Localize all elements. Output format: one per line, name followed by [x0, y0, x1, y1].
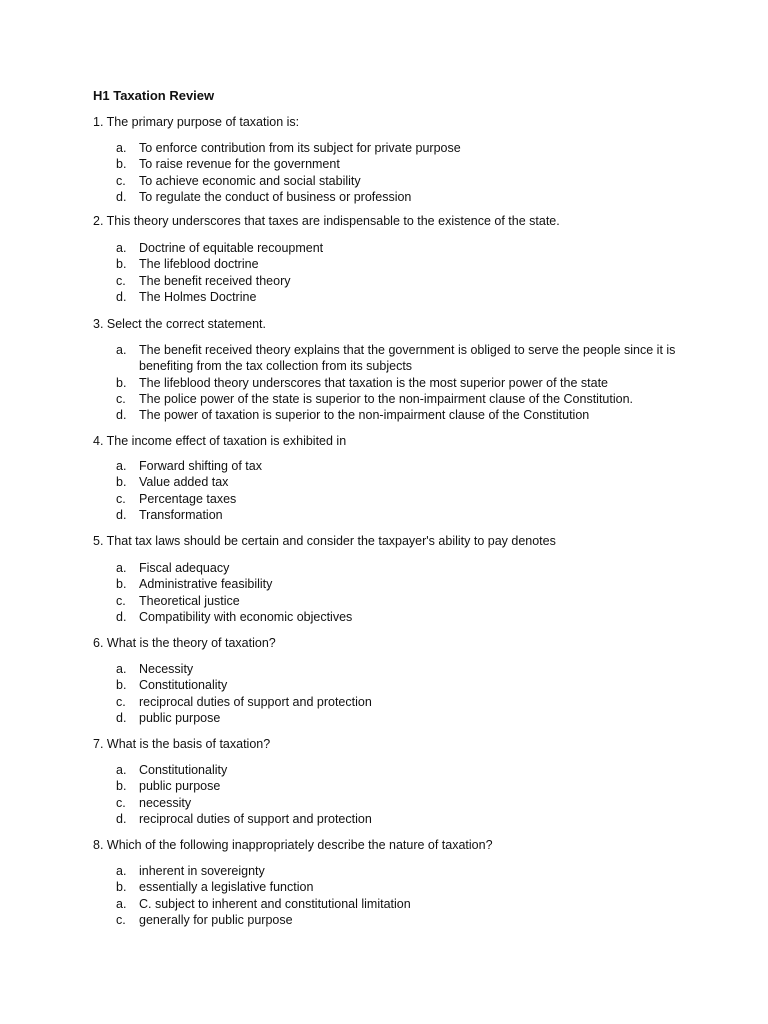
- option-letter: a.: [116, 864, 127, 878]
- option-text: C. subject to inherent and constitutional limitation: [139, 896, 411, 911]
- answer-option: [116, 342, 676, 375]
- option-letter: b.: [116, 375, 127, 390]
- answer-option: [116, 576, 676, 592]
- option-letter: a.: [116, 343, 127, 357]
- option-text: To regulate the conduct of business or profession: [139, 189, 412, 204]
- option-text: Percentage taxes: [139, 491, 237, 506]
- option-letter: b.: [116, 678, 127, 693]
- question-stem: 8. Which of the following inappropriately describe the nature of taxation?: [93, 838, 493, 852]
- answer-option: [116, 375, 676, 391]
- option-text: necessity: [139, 795, 192, 810]
- answer-option: [116, 240, 676, 256]
- option-text: inherent in sovereignty: [139, 864, 265, 878]
- question-stem: 3. Select the correct statement.: [93, 317, 266, 331]
- answer-option: [116, 189, 676, 205]
- option-text: reciprocal duties of support and protection: [139, 694, 372, 709]
- option-letter: d.: [116, 189, 127, 204]
- option-letter: c.: [116, 912, 126, 927]
- option-letter: d.: [116, 408, 127, 423]
- option-text: The benefit received theory explains that the government is obliged to serve the people since it is benefiting from the tax collection from its subjects: [139, 343, 676, 374]
- option-letter: d.: [116, 289, 127, 304]
- option-letter: c.: [116, 694, 126, 709]
- option-letter: a.: [116, 763, 127, 777]
- answer-option: [116, 273, 676, 289]
- option-text: Fiscal adequacy: [139, 561, 230, 575]
- option-text: Forward shifting of tax: [139, 459, 262, 473]
- option-letter: a.: [116, 241, 127, 255]
- answer-option: [116, 694, 676, 710]
- option-letter: a.: [116, 459, 127, 473]
- option-text: generally for public purpose: [139, 912, 293, 927]
- option-letter: d.: [116, 609, 127, 624]
- question-stem: 1. The primary purpose of taxation is:: [93, 115, 300, 129]
- answer-option: [116, 661, 676, 677]
- answer-option: [116, 762, 676, 778]
- option-text: To raise revenue for the government: [139, 157, 340, 172]
- option-text: The police power of the state is superior to the non-impairment clause of the Constitution.: [139, 391, 634, 406]
- option-letter: d.: [116, 811, 127, 826]
- answer-option: [116, 140, 676, 156]
- option-letter: a.: [116, 662, 127, 676]
- option-letter: a.: [116, 141, 127, 155]
- answer-option: [116, 677, 676, 693]
- option-text: Constitutionality: [139, 678, 228, 693]
- option-text: Administrative feasibility: [139, 577, 273, 592]
- answer-option: [116, 879, 676, 895]
- option-text: Transformation: [139, 507, 223, 522]
- answer-option: [116, 863, 676, 879]
- option-text: essentially a legislative function: [139, 880, 314, 895]
- question-stem: 4. The income effect of taxation is exhibited in: [93, 434, 347, 448]
- answer-option: [116, 896, 676, 912]
- option-letter: c.: [116, 173, 126, 188]
- option-text: To achieve economic and social stability: [139, 173, 361, 188]
- document-title: H1 Taxation Review: [93, 88, 215, 103]
- answer-option: [116, 710, 676, 726]
- answer-option: [116, 458, 676, 474]
- option-letter: b.: [116, 475, 127, 490]
- option-letter: c.: [116, 391, 126, 406]
- option-text: public purpose: [139, 779, 221, 794]
- answer-option: [116, 491, 676, 507]
- option-text: The lifeblood theory underscores that taxation is the most superior power of the state: [139, 375, 609, 390]
- option-text: The lifeblood doctrine: [139, 257, 259, 272]
- option-letter: c.: [116, 491, 126, 506]
- option-text: The Holmes Doctrine: [139, 289, 257, 304]
- option-letter: c.: [116, 593, 126, 608]
- answer-option: [116, 173, 676, 189]
- question-stem: 6. What is the theory of taxation?: [93, 636, 276, 650]
- option-letter: d.: [116, 710, 127, 725]
- answer-option: [116, 507, 676, 523]
- option-letter: a.: [116, 561, 127, 575]
- answer-option: [116, 811, 676, 827]
- option-text: To enforce contribution from its subject for private purpose: [139, 141, 461, 155]
- answer-option: [116, 795, 676, 811]
- answer-option: [116, 912, 676, 928]
- answer-option: [116, 474, 676, 490]
- answer-option: [116, 391, 676, 407]
- answer-option: [116, 156, 676, 172]
- answer-option: [116, 593, 676, 609]
- option-text: reciprocal duties of support and protection: [139, 811, 372, 826]
- answer-option: [116, 256, 676, 272]
- answer-option: [116, 609, 676, 625]
- answer-option: [116, 407, 676, 423]
- answer-option: [116, 289, 676, 305]
- option-letter: b.: [116, 577, 127, 592]
- option-text: Compatibility with economic objectives: [139, 609, 353, 624]
- option-letter: c.: [116, 273, 126, 288]
- option-letter: d.: [116, 507, 127, 522]
- question-stem: 2. This theory underscores that taxes are indispensable to the existence of the state.: [93, 214, 560, 228]
- answer-option: [116, 560, 676, 576]
- option-text: Necessity: [139, 662, 194, 676]
- option-text: Value added tax: [139, 475, 229, 490]
- answer-option: [116, 778, 676, 794]
- option-text: Constitutionality: [139, 763, 228, 777]
- option-letter: a.: [116, 896, 127, 911]
- option-text: public purpose: [139, 710, 221, 725]
- option-letter: c.: [116, 795, 126, 810]
- option-letter: b.: [116, 157, 127, 172]
- option-letter: b.: [116, 779, 127, 794]
- question-stem: 7. What is the basis of taxation?: [93, 737, 271, 751]
- option-text: The power of taxation is superior to the non-impairment clause of the Constitution: [139, 408, 590, 423]
- option-text: The benefit received theory: [139, 273, 291, 288]
- option-letter: b.: [116, 257, 127, 272]
- option-text: Doctrine of equitable recoupment: [139, 241, 324, 255]
- option-text: Theoretical justice: [139, 593, 240, 608]
- option-letter: b.: [116, 880, 127, 895]
- question-stem: 5. That tax laws should be certain and consider the taxpayer's ability to pay denotes: [93, 534, 556, 548]
